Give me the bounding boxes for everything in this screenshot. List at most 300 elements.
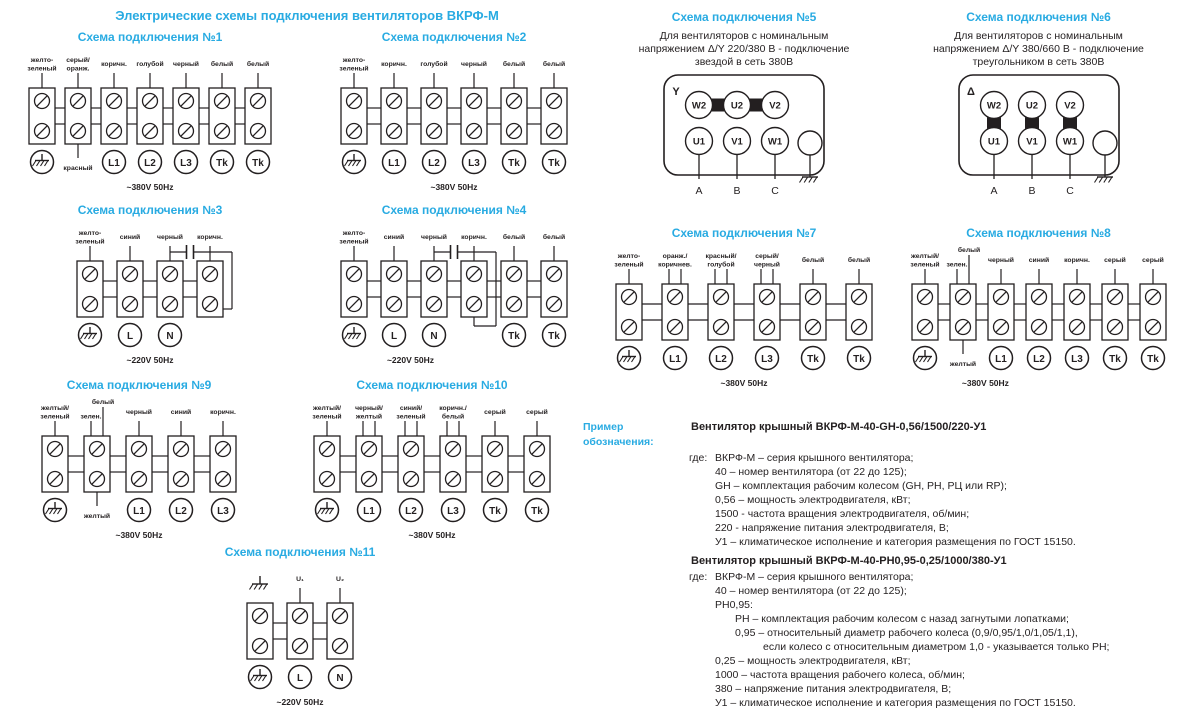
terminal-circle xyxy=(383,151,406,174)
label: черный xyxy=(754,261,780,269)
label: N xyxy=(336,672,344,684)
designation-line: 40 – номер вентилятора (от 22 до 125); xyxy=(715,585,907,597)
scheme-5-diagram xyxy=(624,71,864,211)
motor-terminal-box xyxy=(959,75,1119,197)
label: желто- xyxy=(342,230,366,237)
voltage-label: ~380V 50Hz xyxy=(961,378,1009,388)
designation-line: РН0,95: xyxy=(715,599,753,611)
label: зеленый xyxy=(396,413,426,421)
label: N xyxy=(430,330,438,342)
designation-line: 380 – напряжение питания электродвигателя, В; xyxy=(715,683,952,695)
label: L3 xyxy=(447,505,459,517)
terminal-6 xyxy=(209,60,245,174)
designation-line: если колесо с относительным диаметром 1,0 - указывается только РН; xyxy=(763,641,1110,653)
motor-terminal-box xyxy=(664,75,824,197)
designation-line: 0,95 – относительный диаметр рабочего колеса (0,9/0,95/1,0/1,05/1,1), xyxy=(735,627,1078,639)
terminal-circle xyxy=(103,151,126,174)
voltage-label: ~380V 50Hz xyxy=(115,530,163,540)
designation-line: где: ВКРФ-М – серия крышного вентилятора; xyxy=(689,452,914,464)
ground-icon xyxy=(79,324,102,347)
ground-icon xyxy=(44,499,67,522)
label: L2 xyxy=(715,353,727,365)
voltage-label: ~380V 50Hz xyxy=(126,182,174,192)
terminal-3 xyxy=(157,233,197,347)
terminal-5 xyxy=(173,60,209,174)
terminal-1 xyxy=(339,57,381,174)
label: A xyxy=(989,185,998,197)
terminal-1 xyxy=(75,230,117,347)
label: зеленый xyxy=(312,413,342,421)
label: L2 xyxy=(175,505,187,517)
terminal-circle xyxy=(128,499,151,522)
label: коричн./ xyxy=(439,405,467,412)
terminal-3 xyxy=(126,408,168,522)
label: L xyxy=(390,330,398,342)
designation-label: Пример обозначения: xyxy=(583,421,654,448)
designation-line: У1 – климатическое исполнение и категория размещения по ГОСТ 15150. xyxy=(715,536,1076,548)
designation-line: 1500 - частота вращения электродвигателя, об/мин; xyxy=(715,508,970,520)
terminal-circle xyxy=(119,324,142,347)
designation-example-2-title: Вентилятор крышный ВКРФ-М-40-РН0,95-0,25/1000/380-У1 xyxy=(691,555,1007,567)
label: белый xyxy=(801,257,825,264)
ground-icon xyxy=(249,666,272,689)
terminal-circle xyxy=(543,151,566,174)
label: желтый xyxy=(83,513,111,520)
label: белый xyxy=(91,399,115,406)
terminal-2 xyxy=(381,233,421,347)
voltage-label: ~220V 50Hz xyxy=(276,697,324,707)
label: коричн. xyxy=(101,61,127,68)
terminal-circle xyxy=(526,499,549,522)
terminal-circle xyxy=(442,499,465,522)
scheme-3 xyxy=(14,203,286,369)
designation-line: 0,25 – мощность электродвигателя, кВт; xyxy=(715,655,911,667)
scheme-6-description xyxy=(893,30,1184,69)
ground-icon xyxy=(913,347,936,370)
label: черный xyxy=(126,409,152,416)
label: коричнев. xyxy=(658,261,692,269)
label: серый xyxy=(484,409,506,416)
label: L2 xyxy=(428,157,440,169)
designation-row-1 xyxy=(583,420,1183,450)
label: L3 xyxy=(468,157,480,169)
terminal-6 xyxy=(846,256,872,370)
terminal-circle xyxy=(756,347,779,370)
terminal-6 xyxy=(1102,256,1140,370)
label: синий xyxy=(170,409,192,416)
designation-line: 0,56 – мощность электродвигателя, кВт; xyxy=(715,494,911,506)
label: черный xyxy=(461,61,487,68)
terminal-circle xyxy=(211,151,234,174)
terminal-3 xyxy=(421,233,461,347)
designation-line: У1 – климатическое исполнение и категория размещения по ГОСТ 15150. xyxy=(715,697,1076,709)
label: L1 xyxy=(133,505,145,517)
terminal-1 xyxy=(247,576,287,689)
description-line: треугольником в сеть 380В xyxy=(972,56,1105,68)
terminal-circle xyxy=(1027,347,1050,370)
label: коричн. xyxy=(381,61,407,68)
label: серый/ xyxy=(66,57,90,64)
terminal-circle xyxy=(1103,347,1126,370)
label: красный/ xyxy=(705,253,737,260)
terminal-7 xyxy=(1140,256,1166,370)
label: A xyxy=(695,185,703,197)
terminal-1 xyxy=(27,57,65,174)
label: Δ xyxy=(966,86,975,98)
scheme-7-title: Схема подключения №7 xyxy=(671,226,817,240)
description-line: напряжением Δ/Y 380/660 В - подключение xyxy=(933,43,1144,55)
label: C xyxy=(771,185,779,197)
terminal-circle xyxy=(503,324,526,347)
label: белый xyxy=(441,413,465,421)
terminal-4 xyxy=(197,234,223,317)
label: U1 xyxy=(987,136,1000,148)
label: L2 xyxy=(144,157,156,169)
label: V1 xyxy=(1025,136,1038,148)
label: голубой xyxy=(707,261,735,269)
label: Tk xyxy=(548,157,560,169)
label: синий xyxy=(1028,257,1049,264)
terminal-circle xyxy=(503,151,526,174)
label: L xyxy=(296,672,304,684)
terminal-5 xyxy=(482,408,524,522)
voltage-label: ~380V 50Hz xyxy=(720,378,768,388)
label: L1 xyxy=(994,353,1007,365)
description-line: Для вентиляторов с номинальным xyxy=(659,30,829,42)
terminal-circle xyxy=(1065,347,1088,370)
label: желто- xyxy=(617,253,641,260)
label: U2 xyxy=(1025,100,1038,112)
label: Tk xyxy=(508,157,520,169)
label: коричн. xyxy=(210,409,236,416)
scheme-2-title: Схема подключения №2 xyxy=(381,30,527,44)
terminal-3 xyxy=(988,256,1026,370)
label: белый xyxy=(502,234,526,241)
terminal-circle xyxy=(175,151,198,174)
label: зелен. xyxy=(80,413,102,421)
terminal-4 xyxy=(461,60,501,174)
terminal-2 xyxy=(63,56,101,172)
designation-line: 40 – номер вентилятора (от 22 до 125); xyxy=(715,466,907,478)
terminal-4 xyxy=(136,60,173,174)
scheme-7 xyxy=(598,226,890,392)
terminal-circle xyxy=(710,347,733,370)
scheme-4-diagram xyxy=(326,219,582,369)
label: синий xyxy=(119,234,141,241)
scheme-10 xyxy=(296,378,568,544)
scheme-4 xyxy=(318,203,590,369)
scheme-11-diagram xyxy=(232,561,368,711)
label: коричн. xyxy=(197,234,223,241)
label: синий xyxy=(383,234,405,241)
terminal-circle xyxy=(848,347,871,370)
terminal-3 xyxy=(101,61,137,174)
scheme-11 xyxy=(160,545,440,711)
label: белый xyxy=(847,257,871,264)
designation-line: GH – комплектация рабочим колесом (GH, PH, РЦ или RP); xyxy=(715,480,1007,492)
terminal-2 xyxy=(946,246,988,368)
terminal-6 xyxy=(524,408,550,522)
label: W1 xyxy=(767,136,783,148)
terminal-3 xyxy=(396,404,440,522)
label: черный xyxy=(987,257,1014,264)
terminal-2 xyxy=(80,398,126,520)
terminal-circle xyxy=(159,324,182,347)
label: серый xyxy=(526,409,548,416)
scheme-1-title: Схема подключения №1 xyxy=(77,30,223,44)
label: зелен. xyxy=(945,261,968,269)
designation-example-1-title: Вентилятор крышный ВКРФ-М-40-GH-0,56/1500/220-У1 xyxy=(691,421,987,433)
scheme-7-diagram xyxy=(598,242,890,392)
scheme-8-title: Схема подключения №8 xyxy=(966,226,1111,240)
label: W1 xyxy=(1062,136,1077,148)
label: C xyxy=(1065,185,1074,197)
label: U1 xyxy=(692,136,706,148)
label: W2 xyxy=(986,100,1001,112)
terminal-circle xyxy=(463,151,486,174)
label: L xyxy=(126,330,134,342)
terminal-2 xyxy=(117,233,157,347)
label: L1 xyxy=(108,157,120,169)
label: зеленый xyxy=(40,413,70,421)
label: зеленый xyxy=(909,261,940,269)
terminal-7 xyxy=(245,60,271,174)
label: желтый xyxy=(355,413,383,421)
designation-line: где: ВКРФ-М – серия крышного вентилятора; xyxy=(689,571,914,583)
terminal-5 xyxy=(501,233,541,347)
terminal-1 xyxy=(312,404,356,522)
label: B xyxy=(733,185,741,197)
label: Tk xyxy=(548,330,560,342)
label: оранж./ xyxy=(662,253,688,260)
label: V2 xyxy=(1063,100,1076,112)
label: L2 xyxy=(1032,353,1045,365)
label: голубой xyxy=(420,61,448,68)
label: серый/ xyxy=(755,253,779,260)
label: желто- xyxy=(78,230,102,237)
terminal-circle xyxy=(1141,347,1164,370)
label: L3 xyxy=(180,157,192,169)
terminal-circle xyxy=(423,151,446,174)
ground-icon xyxy=(1094,177,1113,183)
scheme-5 xyxy=(598,10,890,211)
label: белый xyxy=(542,234,566,241)
designation-line: 220 - напряжение питания электродвигателя, В; xyxy=(715,522,949,534)
label: голубой xyxy=(136,61,164,68)
label: Tk xyxy=(807,353,819,365)
terminal-3 xyxy=(705,252,754,370)
terminal-3 xyxy=(420,60,461,174)
label: синий/ xyxy=(399,405,423,412)
description-line: звездой в сеть 380В xyxy=(694,56,794,68)
terminal-2 xyxy=(381,61,421,174)
label: V1 xyxy=(731,136,743,148)
voltage-label: ~380V 50Hz xyxy=(408,530,456,540)
scheme-8-diagram xyxy=(898,242,1180,392)
scheme-10-diagram xyxy=(298,394,566,544)
designation-line: 1000 – частота вращения рабочего колеса, об/мин; xyxy=(715,669,965,681)
label: белый xyxy=(542,61,566,68)
ground-icon xyxy=(618,347,641,370)
label: зеленый xyxy=(27,65,57,73)
label: L3 xyxy=(1070,353,1083,365)
terminal-4 xyxy=(461,234,501,317)
label: L1 xyxy=(669,353,681,365)
terminal-circle xyxy=(247,151,270,174)
designation xyxy=(583,420,1183,710)
ground-icon xyxy=(800,177,819,183)
label: U₁ xyxy=(296,576,304,583)
designation-line: РН – комплектация рабочим колесом с назад загнутыми лопатками; xyxy=(735,613,1069,625)
terminal-circle xyxy=(543,324,566,347)
label: L3 xyxy=(761,353,773,365)
label: желто- xyxy=(30,57,54,64)
terminal-1 xyxy=(339,230,381,347)
scheme-3-diagram xyxy=(62,219,238,369)
scheme-5-description xyxy=(598,30,890,69)
terminal-3 xyxy=(327,576,353,689)
label: Tk xyxy=(1108,353,1121,365)
terminal-circle xyxy=(664,347,687,370)
designation-lines-2 xyxy=(583,570,1183,710)
label: L1 xyxy=(363,505,375,517)
label: желто- xyxy=(342,57,366,64)
scheme-3-title: Схема подключения №3 xyxy=(77,203,223,217)
designation-lines-1 xyxy=(583,451,1183,549)
label: Tk xyxy=(252,157,264,169)
terminal-circle xyxy=(383,324,406,347)
page-title: Электрические схемы подключения вентиляторов ВКРФ-М xyxy=(115,8,499,23)
voltage-label: ~220V 50Hz xyxy=(386,355,434,365)
label: красный xyxy=(63,165,93,172)
description-line: Для вентиляторов с номинальным xyxy=(954,30,1123,42)
terminal-5 xyxy=(800,256,846,370)
label: серый xyxy=(1141,257,1164,264)
description-line: напряжением Δ/Y 220/380 В - подключение xyxy=(638,43,850,55)
voltage-label: ~220V 50Hz xyxy=(126,355,174,365)
ground-icon xyxy=(316,499,339,522)
terminal-5 xyxy=(210,409,236,522)
label: серый xyxy=(1103,257,1126,264)
label: U2 xyxy=(730,100,744,112)
terminal-circle xyxy=(329,666,352,689)
label: Tk xyxy=(1146,353,1159,365)
scheme-2 xyxy=(318,30,590,196)
label: зеленый xyxy=(614,261,644,269)
label: черный xyxy=(173,61,199,68)
terminal-circle xyxy=(212,499,235,522)
label: желтый xyxy=(949,361,976,368)
terminal-2 xyxy=(287,576,327,689)
scheme-2-diagram xyxy=(326,46,582,196)
scheme-4-title: Схема подключения №4 xyxy=(381,203,527,217)
label: оранж. xyxy=(66,65,90,73)
label: W2 xyxy=(691,100,707,112)
label: Y xyxy=(672,86,680,98)
label: белый xyxy=(210,61,234,68)
terminal-1 xyxy=(909,252,949,370)
terminal-2 xyxy=(355,404,398,522)
label: зеленый xyxy=(339,238,369,246)
terminal-1 xyxy=(40,404,84,522)
label: U₂ xyxy=(336,576,344,583)
label: Tk xyxy=(216,157,228,169)
terminal-6 xyxy=(541,60,567,174)
terminal-circle xyxy=(484,499,507,522)
scheme-1 xyxy=(14,30,286,196)
terminal-4 xyxy=(168,408,210,522)
scheme-10-title: Схема подключения №10 xyxy=(356,378,508,392)
label: черный/ xyxy=(355,405,383,412)
scheme-9-diagram xyxy=(26,394,252,544)
terminal-circle xyxy=(358,499,381,522)
terminal-circle xyxy=(802,347,825,370)
label: коричн. xyxy=(1063,257,1090,264)
label: V2 xyxy=(769,100,781,112)
label: желтый/ xyxy=(312,405,342,412)
label: L3 xyxy=(217,505,229,517)
terminal-4 xyxy=(754,252,800,370)
label: B xyxy=(1027,185,1036,197)
label: белый xyxy=(246,61,270,68)
label: Tk xyxy=(489,505,501,517)
ground-icon xyxy=(343,151,366,174)
label: L2 xyxy=(405,505,417,517)
label: желтый/ xyxy=(40,405,70,412)
terminal-circle xyxy=(423,324,446,347)
label: коричн. xyxy=(461,234,487,241)
label: белый xyxy=(957,247,980,254)
label: L1 xyxy=(388,157,400,169)
label: черный xyxy=(421,234,447,241)
label: зеленый xyxy=(75,238,105,246)
scheme-9 xyxy=(8,378,270,544)
voltage-label: ~380V 50Hz xyxy=(430,182,478,192)
terminal-6 xyxy=(541,233,567,347)
where-label: где: xyxy=(689,452,708,464)
scheme-6-title: Схема подключения №6 xyxy=(966,10,1111,24)
scheme-9-title: Схема подключения №9 xyxy=(66,378,212,392)
label: желтый/ xyxy=(910,253,939,260)
terminal-5 xyxy=(501,60,541,174)
terminal-circle xyxy=(400,499,423,522)
scheme-6-diagram xyxy=(919,71,1159,211)
label: Tk xyxy=(531,505,543,517)
terminal-circle xyxy=(139,151,162,174)
label: белый xyxy=(502,61,526,68)
terminal-2 xyxy=(658,253,708,370)
label: Tk xyxy=(508,330,520,342)
terminal-4 xyxy=(1026,256,1064,370)
label: черный xyxy=(157,234,183,241)
scheme-5-title: Схема подключения №5 xyxy=(671,10,817,24)
terminal-5 xyxy=(1064,257,1102,370)
where-label: где: xyxy=(689,571,708,583)
ground-icon xyxy=(250,576,269,590)
terminal-circle xyxy=(989,347,1012,370)
terminal-4 xyxy=(439,405,482,522)
scheme-1-diagram xyxy=(16,46,284,196)
terminal-1 xyxy=(614,253,662,370)
label: Tk xyxy=(853,353,865,365)
label: N xyxy=(166,330,174,342)
label: зеленый xyxy=(339,65,369,73)
scheme-11-title: Схема подключения №11 xyxy=(224,545,376,559)
terminal-circle xyxy=(170,499,193,522)
terminal-circle xyxy=(289,666,312,689)
ground-icon xyxy=(343,324,366,347)
scheme-6 xyxy=(893,10,1184,211)
